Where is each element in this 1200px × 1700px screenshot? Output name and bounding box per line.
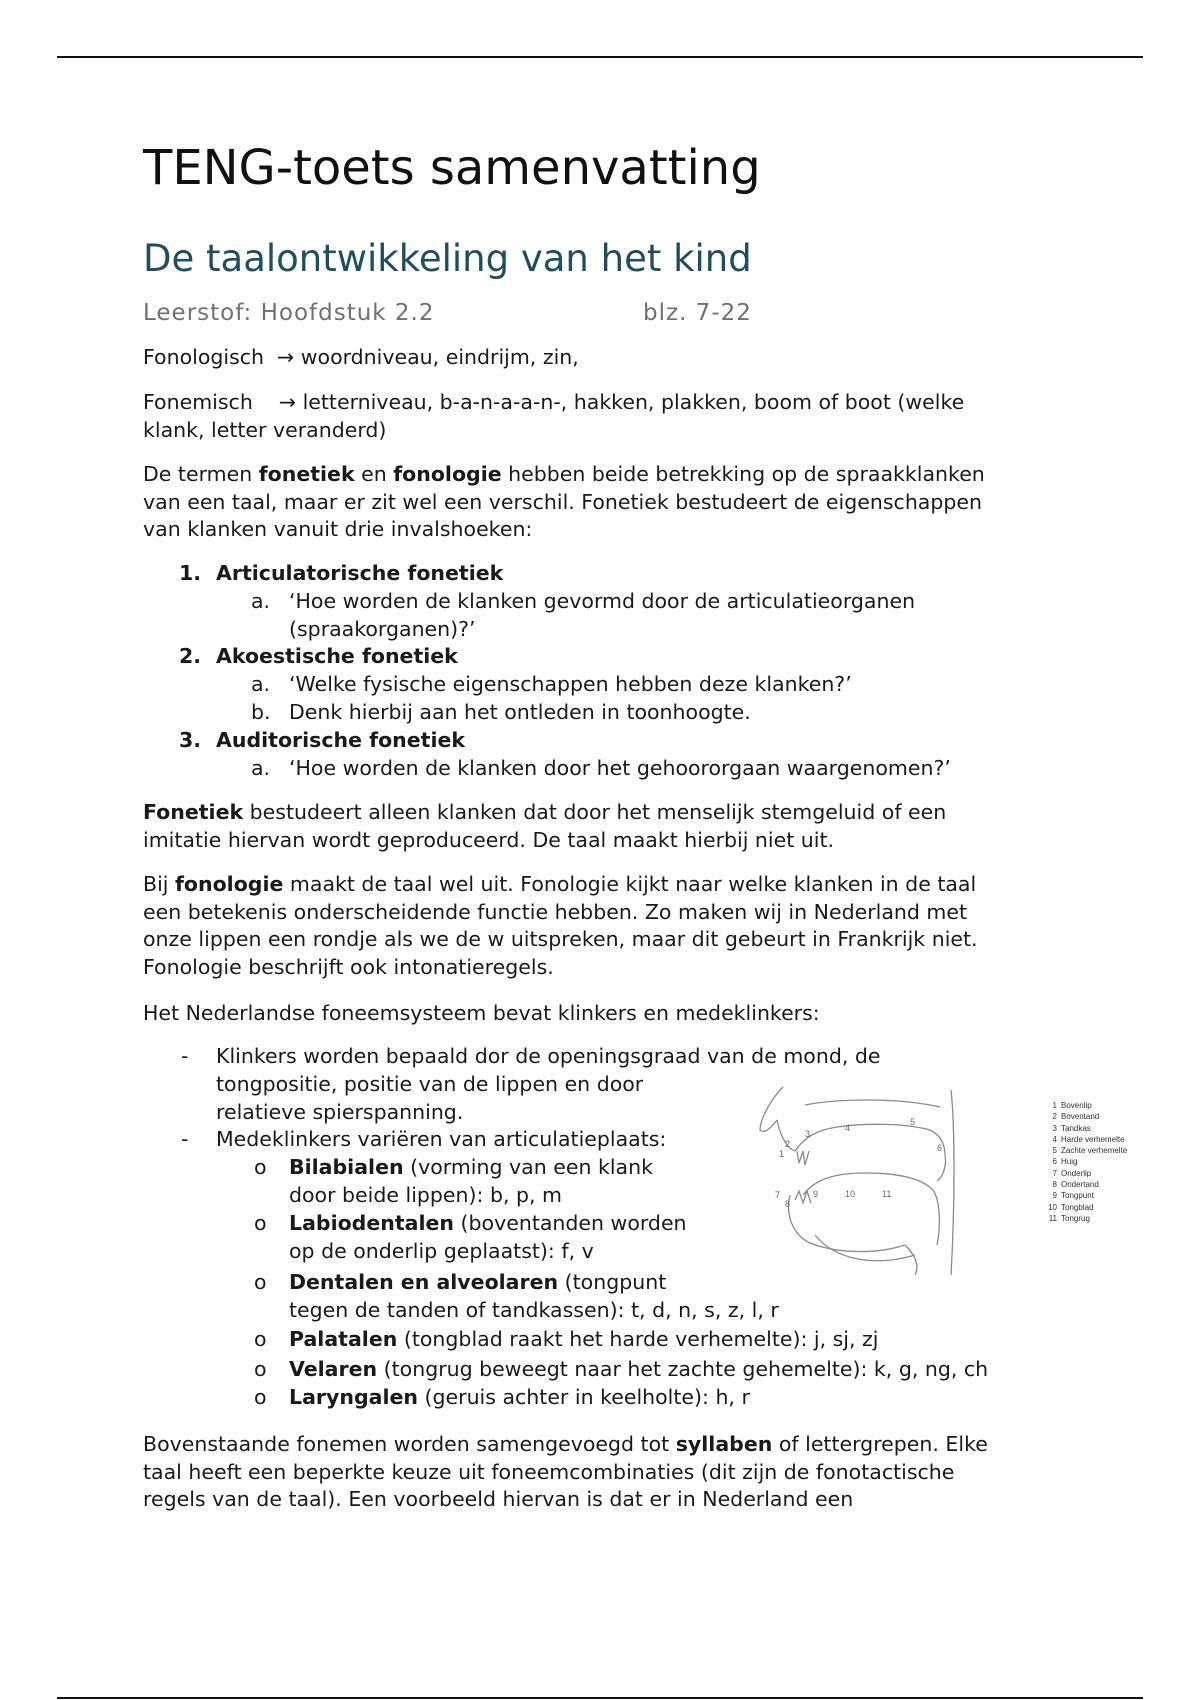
term-fonetiek: Fonetiek: [143, 800, 244, 824]
paragraph-line: Fonemisch → letterniveau, b-a-n-a-a-n-, hakken, plakken, boom of boot (welke: [143, 390, 965, 414]
diagram-number-9: 9: [813, 1189, 819, 1199]
text: (vorming van een klank: [403, 1155, 653, 1179]
paragraph-line: een betekenis onderscheidende functie hebben. Zo maken wij in Nederland met: [143, 899, 968, 924]
text: (tongrug beweegt naar het zachte gehemelte): k, g, ng, ch: [377, 1357, 989, 1381]
legend-row: [1045, 1202, 1127, 1213]
legend-number: 1: [1052, 1101, 1057, 1110]
sub-letter: a.: [251, 589, 271, 613]
sub-text: Denk hierbij aan het ontleden in toonhoogte.: [289, 700, 751, 724]
sub-bullet-mark: o: [254, 1270, 267, 1294]
paragraph-line: [143, 799, 1073, 827]
paragraph-line: Fonologie beschrijft ook intonatieregels.: [143, 954, 554, 979]
term-syllaben: syllaben: [675, 1432, 773, 1456]
sub-text: ‘Hoe worden de klanken gevormd door de articulatieorganen: [289, 589, 916, 613]
diagram-number-6: 6: [937, 1143, 943, 1153]
term: Labiodentalen: [289, 1211, 455, 1235]
term-fonologie: fonologie: [393, 462, 502, 486]
paragraph-fonemisch: [143, 389, 1073, 444]
source-pages: blz. 7-22: [643, 300, 752, 326]
paragraph-line: imitatie hiervan wordt geproduceerd. De taal maakt hierbij niet uit.: [143, 827, 835, 852]
sub-bullet-mark: o: [254, 1357, 267, 1381]
paragraph-line: Het Nederlandse foneemsysteem bevat klinkers en medeklinkers:: [143, 1001, 820, 1025]
text: en: [354, 462, 394, 486]
sub-text: ‘Welke fysische eigenschappen hebben deze klanken?’: [289, 672, 852, 696]
paragraph-line: [143, 871, 1073, 899]
vocal-tract-illustration: [755, 1085, 960, 1275]
legend-number: 7: [1052, 1168, 1057, 1178]
source-line: [143, 300, 752, 326]
diagram-number-1: 1: [779, 1149, 785, 1159]
legend-row: [1045, 1134, 1127, 1145]
text: door beide lippen): b, p, m: [289, 1183, 563, 1207]
paragraph-line: klank, letter veranderd): [143, 417, 387, 442]
list-number: 3.: [179, 728, 202, 752]
legend-text: Ondertand: [1061, 1180, 1099, 1190]
legend-text: Tandkas: [1061, 1123, 1091, 1133]
diagram-number-2: 2: [785, 1139, 791, 1149]
legend-row: [1045, 1145, 1127, 1156]
legend-text: Tongblad: [1061, 1202, 1094, 1212]
term: Velaren: [289, 1357, 378, 1381]
paragraph-syllaben: [143, 1431, 1073, 1514]
text: bestudeert alleen klanken dat door het menselijk stemgeluid of een: [243, 800, 947, 824]
legend-row: [1045, 1111, 1127, 1122]
paragraph-line: taal heeft een beperkte keuze uit foneemcombinaties (dit zijn de fonotactische: [143, 1459, 955, 1484]
bullet-text: Klinkers worden bepaald dor de openingsgraad van de mond, de: [216, 1044, 881, 1068]
legend-text: Tongrug: [1061, 1213, 1090, 1223]
diagram-number-3: 3: [805, 1129, 811, 1139]
sub-bullet-mark: o: [254, 1211, 267, 1235]
term: Bilabialen: [289, 1155, 404, 1179]
sub-text: ‘Hoe worden de klanken door het gehoororgaan waargenomen?’: [289, 756, 951, 780]
term: Dentalen en alveolaren: [289, 1270, 559, 1294]
paragraph-fonologie: [143, 871, 1073, 981]
paragraph-line: van klanken vanuit drie invalshoeken:: [143, 517, 533, 541]
paragraph-line: onze lippen een rondje als we de w uitspreken, maar dit gebeurt in Frankrijk niet.: [143, 927, 978, 951]
list-label: Articulatorische fonetiek: [216, 561, 504, 585]
legend-number: 8: [1052, 1180, 1057, 1190]
paragraph-termen: [143, 461, 1073, 544]
term-fonetiek: fonetiek: [258, 462, 355, 486]
paragraph-fonologisch: [143, 344, 1073, 372]
sub-bullet-mark: o: [254, 1155, 267, 1179]
list-label: Akoestische fonetiek: [216, 644, 458, 668]
text: Bij: [143, 872, 175, 896]
text: op de onderlip geplaatst): f, v: [289, 1239, 594, 1263]
legend-number: 6: [1052, 1157, 1057, 1167]
text: (tongpunt: [558, 1270, 667, 1294]
legend-row: [1045, 1190, 1127, 1201]
bullet-text: tongpositie, positie van de lippen en door: [216, 1072, 644, 1096]
legend-row: [1045, 1123, 1127, 1134]
legend-row: [1045, 1179, 1127, 1190]
list-number: 2.: [179, 644, 202, 668]
legend-number: 10: [1048, 1202, 1057, 1212]
text: (boventanden worden: [454, 1211, 687, 1235]
legend-number: 3: [1052, 1123, 1057, 1133]
legend-number: 9: [1052, 1191, 1057, 1201]
legend-text: Huig: [1061, 1157, 1078, 1167]
legend-number: 2: [1052, 1112, 1057, 1122]
diagram-legend: [1045, 1100, 1127, 1224]
text: De termen: [143, 462, 259, 486]
paragraph-line: [143, 1431, 1073, 1459]
legend-text: Boventand: [1061, 1112, 1100, 1122]
legend-number: 4: [1052, 1134, 1057, 1144]
list-number: 1.: [179, 561, 202, 585]
list-label: Auditorische fonetiek: [216, 728, 466, 752]
term-fonologie: fonologie: [174, 872, 284, 896]
sub-bullet-mark: o: [254, 1385, 267, 1409]
diagram-number-4: 4: [845, 1123, 851, 1133]
legend-text: Bovenlip: [1061, 1101, 1092, 1110]
bullet-text: Medeklinkers variëren van articulatieplaats:: [216, 1127, 667, 1151]
diagram-number-10: 10: [845, 1189, 856, 1199]
sub-bullet-mark: o: [254, 1327, 267, 1351]
term: Laryngalen: [289, 1385, 418, 1409]
page-title: TENG-toets samenvatting: [143, 140, 761, 196]
legend-row: [1045, 1100, 1127, 1111]
bullet-text: relatieve spierspanning.: [216, 1100, 464, 1124]
sub-text: (spraakorganen)?’: [289, 617, 476, 641]
top-rule: [57, 56, 1143, 58]
diagram-number-11: 11: [882, 1189, 892, 1199]
paragraph-line: [143, 461, 1073, 489]
legend-text: Onderlip: [1061, 1168, 1092, 1178]
text: of lettergrepen. Elke: [772, 1432, 988, 1456]
text: hebben beide betrekking op de spraakklanken: [501, 462, 985, 486]
sub-letter: b.: [251, 700, 271, 724]
paragraph-line: regels van de taal). Een voorbeeld hiervan is dat er in Nederland een: [143, 1487, 854, 1511]
legend-text: Tongpunt: [1061, 1191, 1094, 1201]
legend-number: 11: [1048, 1213, 1057, 1223]
legend-text: Zachte verhemelte: [1061, 1146, 1128, 1156]
diagram-number-7: 7: [775, 1190, 781, 1200]
legend-row: [1045, 1156, 1127, 1167]
term: Palatalen: [289, 1327, 398, 1351]
diagram-number-8: 8: [785, 1199, 791, 1209]
diagram-number-5: 5: [910, 1117, 916, 1127]
text: (geruis achter in keelholte): h, r: [418, 1385, 750, 1409]
section-heading: De taalontwikkeling van het kind: [143, 237, 752, 280]
bottom-rule: [57, 1697, 1143, 1699]
source-label: Leerstof: Hoofdstuk 2.2: [143, 300, 435, 326]
bullet-dash: -: [181, 1127, 189, 1151]
paragraph-fonetiek: [143, 799, 1073, 854]
text: maakt de taal wel uit. Fonologie kijkt naar welke klanken in de taal: [283, 872, 977, 896]
legend-row: [1045, 1168, 1127, 1179]
text: tegen de tanden of tandkassen): t, d, n, s, z, l, r: [289, 1298, 779, 1322]
ordered-list: [143, 560, 1073, 780]
legend-text: Harde verhemelte: [1061, 1134, 1125, 1144]
text: Bovenstaande fonemen worden samengevoegd tot: [143, 1432, 676, 1456]
paragraph-foneemsysteem: [143, 1000, 1073, 1028]
paragraph-line: Fonologisch → woordniveau, eindrijm, zin,: [143, 345, 579, 369]
sub-letter: a.: [251, 672, 271, 696]
legend-row: [1045, 1213, 1127, 1224]
text: (tongblad raakt het harde verhemelte): j, sj, zj: [397, 1327, 879, 1351]
legend-number: 5: [1052, 1146, 1057, 1156]
bullet-dash: -: [181, 1044, 189, 1068]
paragraph-line: van een taal, maar er zit wel een verschil. Fonetiek bestudeert de eigenschappen: [143, 489, 982, 514]
sub-letter: a.: [251, 756, 271, 780]
